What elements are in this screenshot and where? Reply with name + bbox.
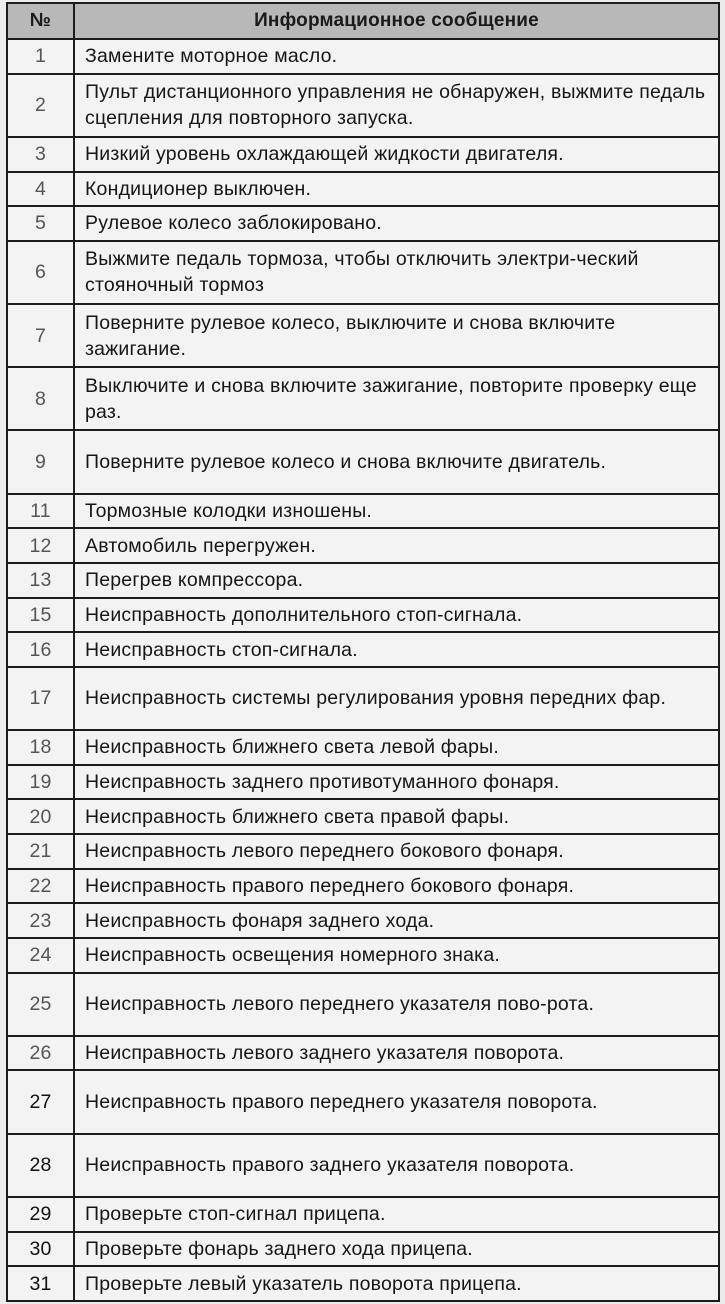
table-row xyxy=(7,1232,719,1267)
row-message: Перегрев компрессора. xyxy=(74,563,719,598)
row-message: Низкий уровень охлаждающей жидкости двигателя. xyxy=(74,137,719,172)
row-number: 31 xyxy=(7,1266,74,1301)
row-message: Неисправность фонаря заднего хода. xyxy=(74,903,719,938)
row-message: Неисправность левого переднего указателя пово-рота. xyxy=(74,973,719,1036)
row-number: 28 xyxy=(7,1134,74,1197)
row-number: 30 xyxy=(7,1232,74,1267)
row-number: 2 xyxy=(7,74,74,137)
row-number: 18 xyxy=(7,730,74,765)
table-row xyxy=(7,973,719,1036)
row-message: Выключите и снова включите зажигание, повторите проверку еще раз. xyxy=(74,367,719,430)
row-number: 24 xyxy=(7,938,74,973)
info-messages-table xyxy=(6,2,720,1302)
table-row xyxy=(7,430,719,493)
row-number: 26 xyxy=(7,1036,74,1071)
row-number: 23 xyxy=(7,903,74,938)
row-number: 29 xyxy=(7,1197,74,1232)
row-message: Неисправность системы регулирования уровня передних фар. xyxy=(74,667,719,730)
row-number: 25 xyxy=(7,973,74,1036)
row-number: 19 xyxy=(7,765,74,800)
row-message: Неисправность левого переднего бокового фонаря. xyxy=(74,834,719,869)
row-message: Замените моторное масло. xyxy=(74,39,719,74)
row-message: Выжмите педаль тормоза, чтобы отключить электри-ческий стояночный тормоз xyxy=(74,241,719,304)
table-row xyxy=(7,1134,719,1197)
row-message: Поверните рулевое колесо, выключите и снова включите зажигание. xyxy=(74,304,719,367)
table-row xyxy=(7,206,719,241)
table-row xyxy=(7,1070,719,1133)
table-row xyxy=(7,74,719,137)
table-row xyxy=(7,367,719,430)
row-number: 1 xyxy=(7,39,74,74)
row-number: 22 xyxy=(7,869,74,904)
row-message: Неисправность дополнительного стоп-сигнала. xyxy=(74,598,719,633)
table-row xyxy=(7,137,719,172)
row-message: Пульт дистанционного управления не обнаружен, выжмите педаль сцепления для повторного запуска. xyxy=(74,74,719,137)
row-message: Неисправность ближнего света левой фары. xyxy=(74,730,719,765)
table-row xyxy=(7,869,719,904)
row-message: Неисправность стоп-сигнала. xyxy=(74,632,719,667)
table-row xyxy=(7,528,719,563)
row-number: 12 xyxy=(7,528,74,563)
row-message: Рулевое колесо заблокировано. xyxy=(74,206,719,241)
row-message: Неисправность ближнего света правой фары. xyxy=(74,799,719,834)
row-number: 11 xyxy=(7,494,74,529)
row-message: Проверьте левый указатель поворота прицепа. xyxy=(74,1266,719,1301)
row-number: 21 xyxy=(7,834,74,869)
table-row xyxy=(7,667,719,730)
row-message: Автомобиль перегружен. xyxy=(74,528,719,563)
table-row xyxy=(7,1036,719,1071)
table-row xyxy=(7,241,719,304)
table-row xyxy=(7,563,719,598)
row-number: 15 xyxy=(7,598,74,633)
row-message: Неисправность правого переднего указателя поворота. xyxy=(74,1070,719,1133)
table-body xyxy=(7,39,719,1301)
row-message: Тормозные колодки изношены. xyxy=(74,494,719,529)
row-message: Неисправность правого переднего бокового фонаря. xyxy=(74,869,719,904)
table-row xyxy=(7,1266,719,1301)
row-message: Проверьте фонарь заднего хода прицепа. xyxy=(74,1232,719,1267)
row-number: 8 xyxy=(7,367,74,430)
table-row xyxy=(7,494,719,529)
row-number: 17 xyxy=(7,667,74,730)
header-number: № xyxy=(7,3,74,39)
table-header xyxy=(7,3,719,39)
row-number: 20 xyxy=(7,799,74,834)
table-row xyxy=(7,834,719,869)
row-number: 9 xyxy=(7,430,74,493)
row-message: Кондиционер выключен. xyxy=(74,172,719,207)
table-row xyxy=(7,304,719,367)
row-number: 6 xyxy=(7,241,74,304)
row-message: Неисправность освещения номерного знака. xyxy=(74,938,719,973)
document-page xyxy=(6,2,720,1302)
table-row xyxy=(7,799,719,834)
row-number: 4 xyxy=(7,172,74,207)
row-message: Неисправность заднего противотуманного фонаря. xyxy=(74,765,719,800)
table-row xyxy=(7,903,719,938)
row-number: 27 xyxy=(7,1070,74,1133)
header-message: Информационное сообщение xyxy=(74,3,719,39)
table-row xyxy=(7,730,719,765)
table-row xyxy=(7,938,719,973)
table-row xyxy=(7,632,719,667)
table-row xyxy=(7,598,719,633)
table-row xyxy=(7,172,719,207)
row-number: 13 xyxy=(7,563,74,598)
row-message: Поверните рулевое колесо и снова включите двигатель. xyxy=(74,430,719,493)
row-message: Проверьте стоп-сигнал прицепа. xyxy=(74,1197,719,1232)
table-row xyxy=(7,765,719,800)
row-number: 7 xyxy=(7,304,74,367)
row-number: 3 xyxy=(7,137,74,172)
row-message: Неисправность правого заднего указателя поворота. xyxy=(74,1134,719,1197)
table-row xyxy=(7,39,719,74)
table-row xyxy=(7,1197,719,1232)
row-number: 5 xyxy=(7,206,74,241)
row-number: 16 xyxy=(7,632,74,667)
row-message: Неисправность левого заднего указателя поворота. xyxy=(74,1036,719,1071)
